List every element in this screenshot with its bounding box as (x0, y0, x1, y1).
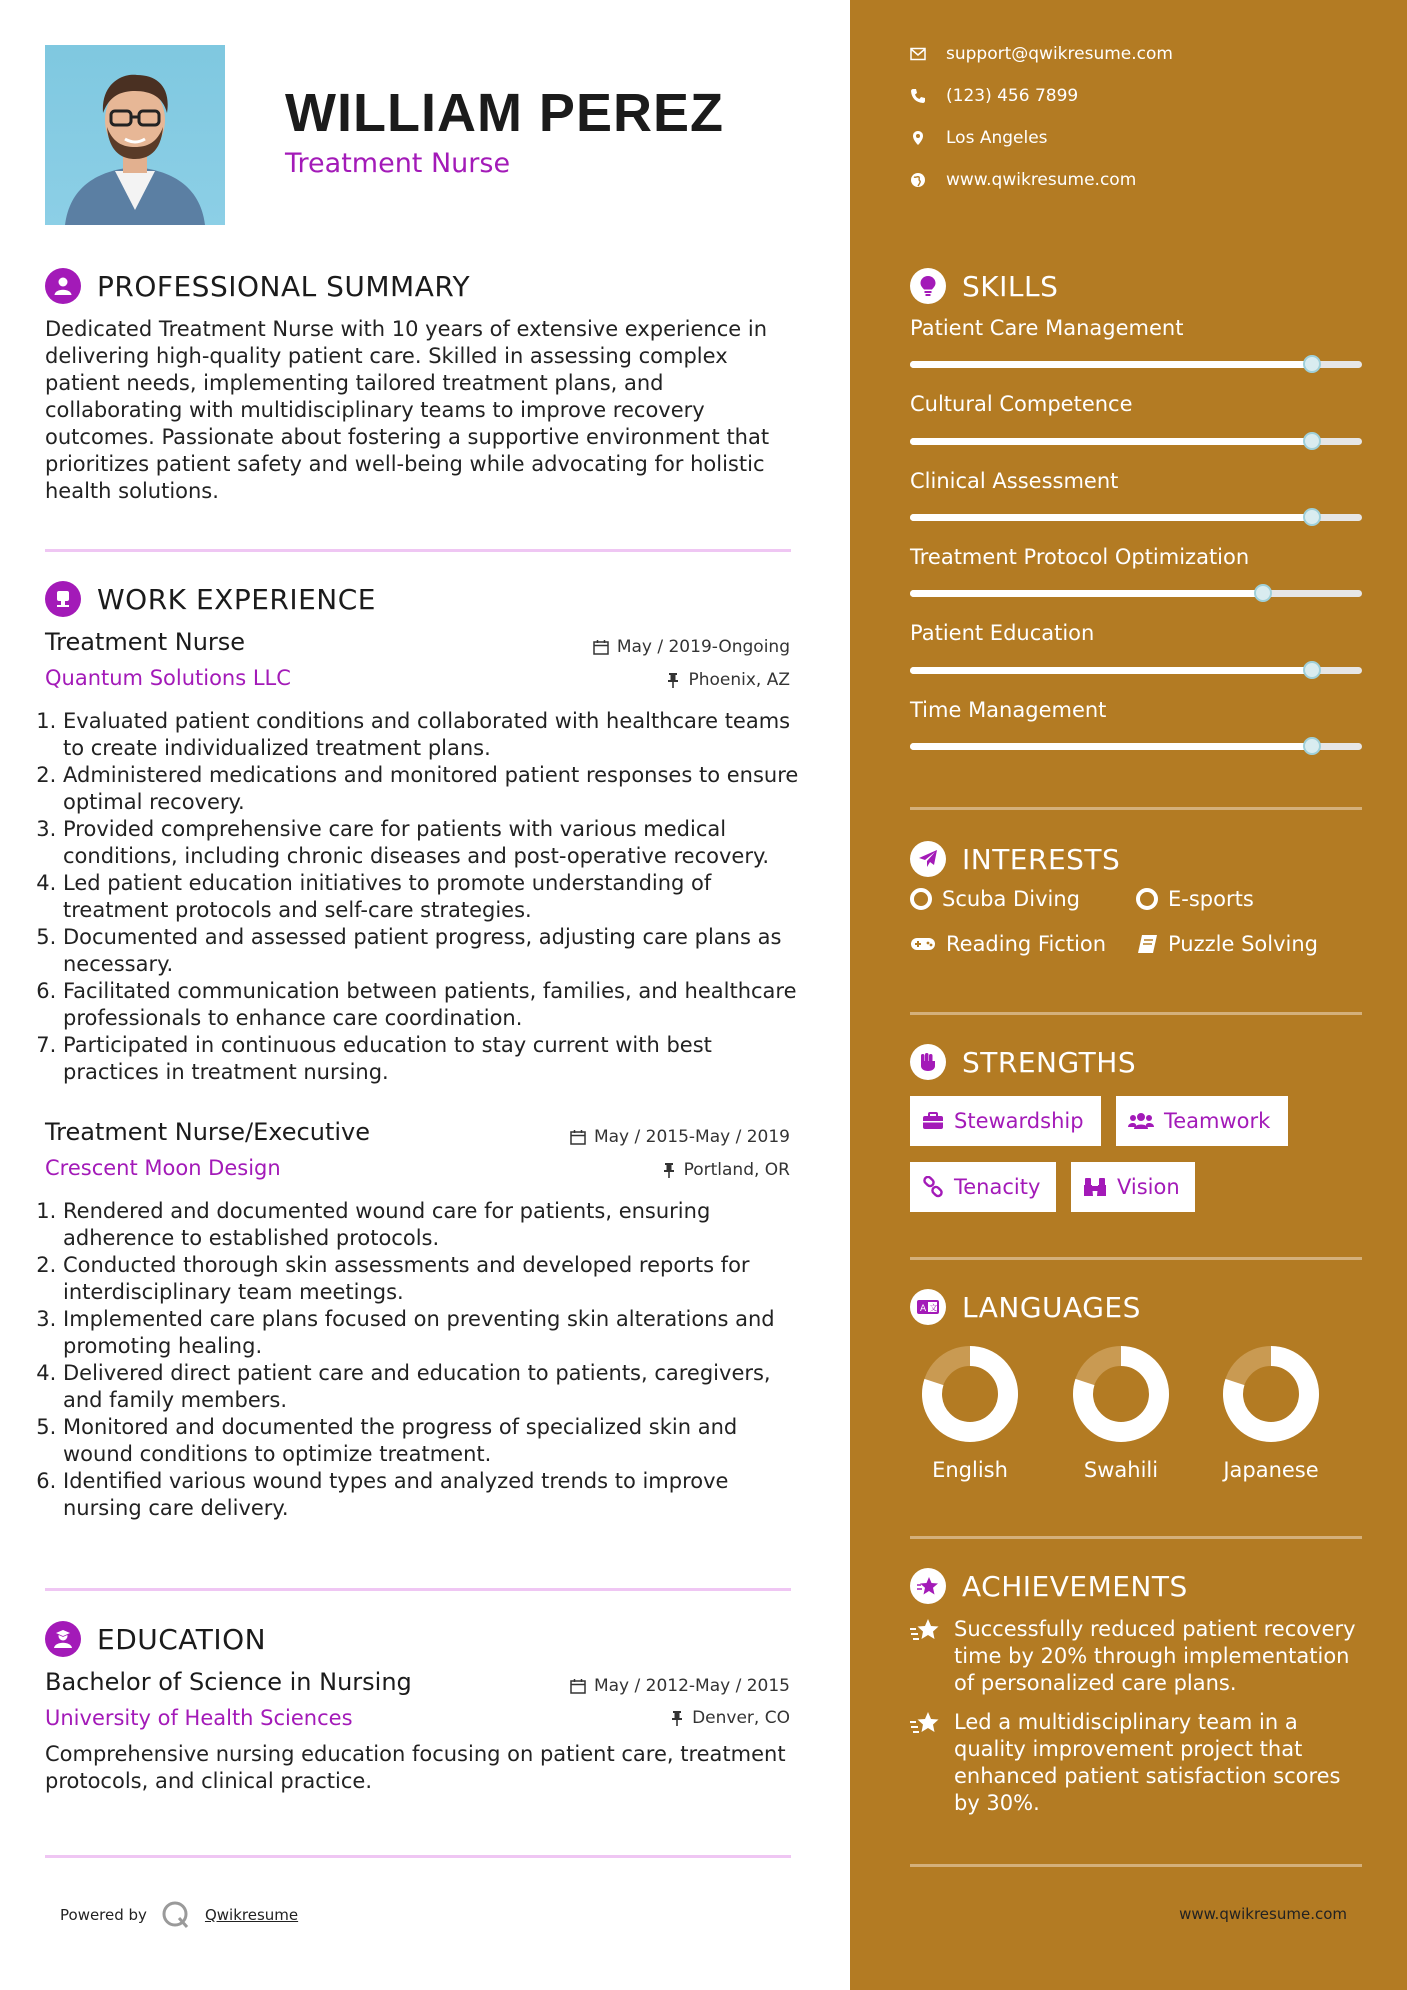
pin-icon (670, 1710, 684, 1726)
languages-heading-text: LANGUAGES (962, 1290, 1141, 1324)
profile-photo (45, 45, 225, 225)
job-location (666, 670, 790, 690)
skill-bar (910, 590, 1362, 597)
shooting-star-icon (910, 1711, 940, 1737)
interest-item (910, 887, 1080, 911)
skill-bar-fill (910, 514, 1312, 521)
skill-bar-fill (910, 361, 1312, 368)
candidate-name: WILLIAM PEREZ (285, 83, 724, 143)
school-name: University of Health Sciences (45, 1706, 353, 1730)
list-item: 1. Evaluated patient conditions and collaborated with healthcare teams to create individualized treatment plans. (63, 708, 813, 762)
qwikresume-link[interactable]: Qwikresume (204, 1906, 299, 1924)
achievement-text: Successfully reduced patient recovery time by 20% through implementation of personalized care plans. (954, 1617, 1356, 1695)
degree-title: Bachelor of Science in Nursing (45, 1668, 412, 1696)
achievements-heading (910, 1568, 1188, 1604)
language-ring (920, 1344, 1020, 1444)
list-item: 5. Documented and assessed patient progress, adjusting care plans as necessary. (63, 924, 813, 978)
language-icon (910, 1289, 946, 1325)
skills-heading-text: SKILLS (962, 269, 1059, 303)
job-location-text: Phoenix, AZ (688, 670, 790, 690)
skill-bar-fill (910, 438, 1312, 445)
skill-name: Cultural Competence (910, 392, 1133, 416)
list-item: 3. Implemented care plans focused on preventing skin alterations and promoting healing. (63, 1306, 813, 1360)
gamepad-icon (910, 936, 936, 952)
phone-icon (910, 88, 926, 104)
strength-chip (1071, 1162, 1195, 1212)
skill-bar-fill (910, 667, 1312, 674)
life-ring-icon (910, 888, 932, 910)
strength-label: Tenacity (954, 1175, 1041, 1199)
skill-bar-knob (1303, 508, 1321, 526)
users-icon (1128, 1112, 1154, 1130)
list-item: 2. Conducted thorough skin assessments and developed reports for interdisciplinary team meetings. (63, 1252, 813, 1306)
job-title: Treatment Nurse (45, 628, 246, 656)
job-dates-text: May / 2019-Ongoing (616, 637, 790, 657)
contact-website (910, 170, 1136, 190)
skills-heading (910, 268, 1058, 304)
sidebar (850, 0, 1407, 1990)
briefcase-icon (45, 581, 81, 617)
experience-heading-text: WORK EXPERIENCE (97, 582, 376, 616)
achievement-text: Led a multidisciplinary team in a quality improvement project that enhanced patient satisfaction scores by 30%. (954, 1710, 1341, 1815)
powered-by (60, 1900, 298, 1930)
skill-name: Patient Education (910, 621, 1095, 645)
job-company: Quantum Solutions LLC (45, 666, 291, 690)
job-title: Treatment Nurse/Executive (45, 1118, 370, 1146)
job-location-text: Portland, OR (683, 1160, 790, 1180)
education-dates-text: May / 2012-May / 2015 (593, 1676, 790, 1696)
job-duties-list (45, 708, 813, 1086)
education-text: Comprehensive nursing education focusing on patient care, treatment protocols, and clinical practice. (45, 1742, 786, 1793)
interest-label: E-sports (1168, 887, 1254, 911)
list-item: 4. Led patient education initiatives to promote understanding of treatment protocols and self-care strategies. (63, 870, 813, 924)
skill-bar-knob (1254, 584, 1272, 602)
fist-icon (910, 1044, 946, 1080)
globe-icon (910, 172, 926, 188)
language-label: Japanese (1223, 1458, 1319, 1482)
interest-label: Puzzle Solving (1168, 932, 1318, 956)
achievement-item (910, 1709, 1362, 1817)
strength-chip (910, 1096, 1101, 1146)
calendar-icon (593, 639, 609, 655)
experience-heading (45, 581, 376, 617)
language-label: English (932, 1458, 1008, 1482)
languages-heading (910, 1289, 1141, 1325)
list-item: 3. Provided comprehensive care for patients with various medical conditions, including chronic diseases and post-operative recovery. (63, 816, 813, 870)
skill-bar-fill (910, 743, 1312, 750)
svg-text:A: A (920, 1304, 927, 1314)
qwikresume-logo-icon (161, 1900, 191, 1930)
skill-bar-knob (1303, 661, 1321, 679)
section-divider (910, 1257, 1362, 1260)
binoculars-icon (1083, 1177, 1107, 1197)
section-divider (910, 1864, 1362, 1867)
calendar-icon (570, 1129, 586, 1145)
skill-name: Clinical Assessment (910, 469, 1119, 493)
list-item: 6. Identified various wound types and analyzed trends to improve nursing care delivery. (63, 1468, 813, 1522)
section-divider (910, 1536, 1362, 1539)
language-item (1056, 1344, 1186, 1482)
user-icon (45, 268, 81, 304)
job-dates (593, 637, 790, 657)
life-ring-icon (1136, 888, 1158, 910)
interests-heading-text: INTERESTS (962, 842, 1121, 876)
section-divider (45, 1588, 791, 1591)
job-dates (570, 1127, 790, 1147)
strength-label: Vision (1117, 1175, 1180, 1199)
job-dates-text: May / 2015-May / 2019 (593, 1127, 790, 1147)
calendar-icon (570, 1678, 586, 1694)
skill-bar (910, 667, 1362, 674)
email-text[interactable]: support@qwikresume.com (946, 44, 1173, 64)
star-icon (910, 1568, 946, 1604)
skill-name: Time Management (910, 698, 1107, 722)
strength-chip (1116, 1096, 1288, 1146)
language-item (1206, 1344, 1336, 1482)
paper-plane-icon (910, 841, 946, 877)
summary-heading (45, 268, 470, 304)
skill-bar-fill (910, 590, 1263, 597)
summary-heading-text: PROFESSIONAL SUMMARY (97, 269, 471, 303)
education-heading-text: EDUCATION (97, 1622, 267, 1656)
skill-bar (910, 743, 1362, 750)
website-text[interactable]: www.qwikresume.com (946, 170, 1137, 190)
section-divider (910, 1012, 1362, 1015)
skill-bar (910, 438, 1362, 445)
education-location (670, 1708, 790, 1728)
map-marker-icon (910, 130, 926, 146)
education-heading (45, 1621, 266, 1657)
pin-icon (662, 1162, 676, 1178)
language-item (905, 1344, 1035, 1482)
book-icon (1136, 934, 1158, 954)
skill-bar (910, 514, 1362, 521)
powered-by-text: Powered by (60, 1906, 147, 1924)
list-item: 4. Delivered direct patient care and education to patients, caregivers, and family members. (63, 1360, 813, 1414)
list-item: 1. Rendered and documented wound care for patients, ensuring adherence to established protocols. (63, 1198, 813, 1252)
footer-url[interactable]: www.qwikresume.com (1179, 1905, 1347, 1923)
education-location-text: Denver, CO (692, 1708, 790, 1728)
graduation-cap-icon (45, 1621, 81, 1657)
pin-icon (666, 672, 680, 688)
language-ring (1221, 1344, 1321, 1444)
briefcase-icon (922, 1112, 944, 1130)
interest-item (1136, 887, 1254, 911)
summary-text: Dedicated Treatment Nurse with 10 years of extensive experience in delivering high-quality patient care. Skilled in assessing complex patient needs, implementing tailored treatment plans, and collaborating with multidisciplinary teams to improve recovery outcomes. Passionate about fostering a supportive environment that prioritizes patient safety and well-being while advocating for holistic health solutions. (45, 317, 770, 503)
skill-bar (910, 361, 1362, 368)
skill-bar-knob (1303, 432, 1321, 450)
lightbulb-icon (910, 268, 946, 304)
skill-name: Treatment Protocol Optimization (910, 545, 1250, 569)
strengths-heading (910, 1044, 1136, 1080)
strengths-heading-text: STRENGTHS (962, 1045, 1137, 1079)
job-location (662, 1160, 790, 1180)
interests-heading (910, 841, 1120, 877)
section-divider (45, 549, 791, 552)
list-item: 6. Facilitated communication between patients, families, and healthcare professionals to enhance care coordination. (63, 978, 813, 1032)
strength-label: Teamwork (1164, 1109, 1271, 1133)
contact-email (910, 44, 1173, 64)
envelope-icon (910, 47, 926, 61)
strength-label: Stewardship (954, 1109, 1084, 1133)
skill-bar-knob (1303, 737, 1321, 755)
list-item: 5. Monitored and documented the progress of specialized skin and wound conditions to optimize treatment. (63, 1414, 813, 1468)
candidate-title: Treatment Nurse (285, 148, 511, 179)
job-company: Crescent Moon Design (45, 1156, 281, 1180)
contact-location (910, 128, 1048, 148)
section-divider (45, 1855, 791, 1858)
interest-label: Reading Fiction (946, 932, 1107, 956)
phone-text: (123) 456 7899 (946, 86, 1079, 106)
language-label: Swahili (1083, 1458, 1159, 1482)
list-item: 7. Participated in continuous education to stay current with best practices in treatment nursing. (63, 1032, 813, 1086)
education-dates (570, 1676, 790, 1696)
location-text: Los Angeles (946, 128, 1048, 148)
skill-bar-knob (1303, 355, 1321, 373)
job-duties-list (45, 1198, 813, 1522)
achievement-item (910, 1616, 1362, 1697)
skill-name: Patient Care Management (910, 316, 1184, 340)
shooting-star-icon (910, 1618, 940, 1644)
interest-item (910, 932, 1106, 956)
section-divider (910, 807, 1362, 810)
interest-item (1136, 932, 1318, 956)
achievements-heading-text: ACHIEVEMENTS (962, 1569, 1188, 1603)
contact-phone (910, 86, 1078, 106)
link-icon (922, 1176, 944, 1198)
language-ring (1071, 1344, 1171, 1444)
strength-chip (910, 1162, 1056, 1212)
list-item: 2. Administered medications and monitored patient responses to ensure optimal recovery. (63, 762, 813, 816)
interest-label: Scuba Diving (942, 887, 1080, 911)
svg-text:文: 文 (929, 1303, 938, 1313)
